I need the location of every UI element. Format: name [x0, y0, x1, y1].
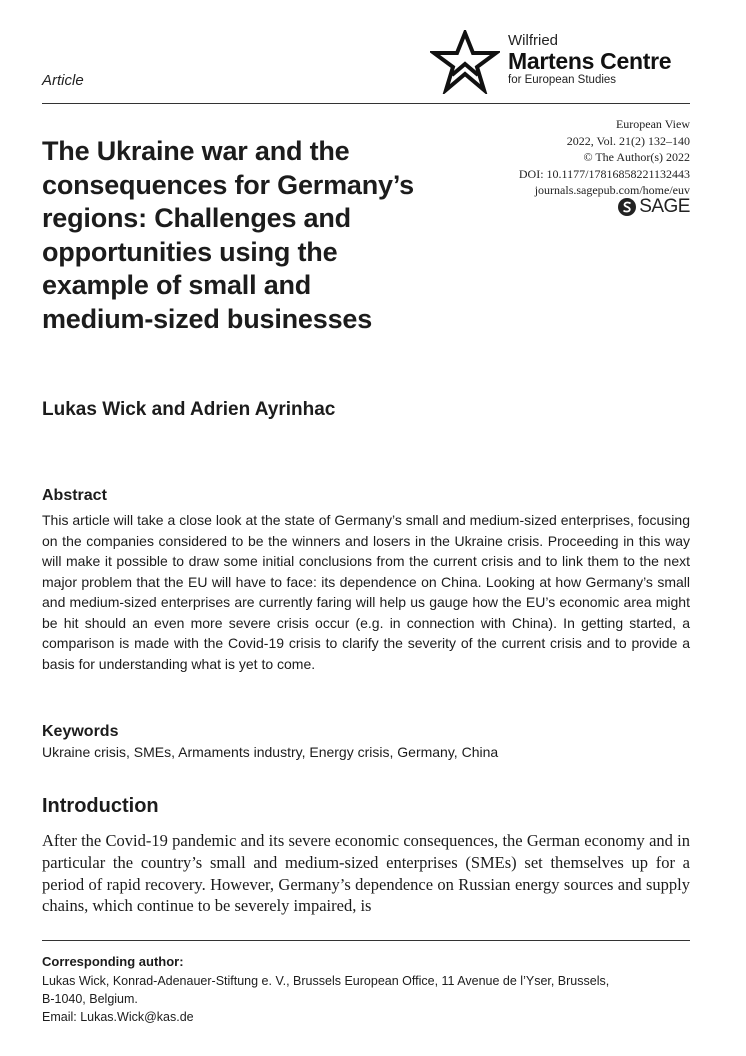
logo-line-1: Wilfried [508, 32, 559, 49]
logo-line-2: Martens Centre [508, 48, 672, 74]
journal-info [519, 116, 690, 199]
abstract-text: This article will take a close look at the state of Germany’s small and medium-sized enterprises, focusing on the companies considered to be the winners and losers in the Ukraine crisis. Proceeding in this way will make it possible to draw some initial conclusions from the current crisis and to link them to the next major problem that the EU will have to face: its dependence on China. Looking at how Germany’s small and medium-sized enterprises are currently faring will help us gauge how the EU’s economic area might be hit should an even more severe crisis occur (e.g. in connection with China). In getting started, a comparison is made with the Covid-19 crisis to clarify the severity of the current crisis and to provide a basis for understanding what is yet to come. [42, 512, 690, 672]
sage-logo-icon [617, 197, 637, 217]
introduction-heading: Introduction [42, 795, 159, 817]
keywords-heading: Keywords [42, 723, 119, 740]
sage-logo [617, 196, 690, 218]
corresponding-author-details [42, 972, 682, 1026]
star-person-icon [430, 30, 500, 94]
footnote-divider [42, 940, 690, 941]
corresponding-address-cont: B-1040, Belgium. [42, 992, 138, 1006]
journal-name: European View [615, 117, 690, 131]
title-line: regions: Challenges and [42, 203, 351, 233]
abstract-heading: Abstract [42, 487, 107, 504]
corresponding-address: Lukas Wick, Konrad-Adenauer-Stiftung e. V., Brussels European Office, 11 Avenue de l’Yser, Brussels, [42, 974, 610, 988]
article-title [42, 135, 462, 336]
corresponding-author-heading: Corresponding author: [42, 954, 184, 969]
journal-copyright: © The Author(s) 2022 [583, 150, 690, 164]
corresponding-email[interactable]: Email: Lukas.Wick@kas.de [42, 1010, 194, 1024]
header-divider [42, 103, 690, 104]
title-line: The Ukraine war and the [42, 136, 350, 166]
journal-volume: 2022, Vol. 21(2) 132–140 [566, 133, 690, 148]
authors: Lukas Wick and Adrien Ayrinhac [42, 399, 336, 420]
sage-logo-text: SAGE [639, 196, 690, 217]
logo-line-3: for European Studies [508, 74, 617, 86]
keywords-text: Ukraine crisis, SMEs, Armaments industry, Energy crisis, Germany, China [42, 744, 499, 760]
journal-doi[interactable]: DOI: 10.1177/17816858221132443 [518, 166, 690, 181]
title-line: example of small and [42, 270, 312, 300]
title-line: medium-sized businesses [42, 303, 373, 334]
article-type-label: Article [42, 72, 84, 89]
martens-centre-logo [430, 30, 700, 98]
introduction-text: After the Covid-19 pandemic and its severe economic consequences, the German economy and in particular the country’s small and medium-sized enterprises (SMEs) set themselves up for a period of rapid recovery. However, Germany’s dependence on Russian energy sources and supply chains, which continue to be severely impaired, is [42, 831, 690, 916]
title-line: consequences for Germany’s [42, 169, 414, 200]
title-line: opportunities using the [42, 236, 338, 267]
journal-url[interactable]: journals.sagepub.com/home/euv [534, 183, 690, 197]
